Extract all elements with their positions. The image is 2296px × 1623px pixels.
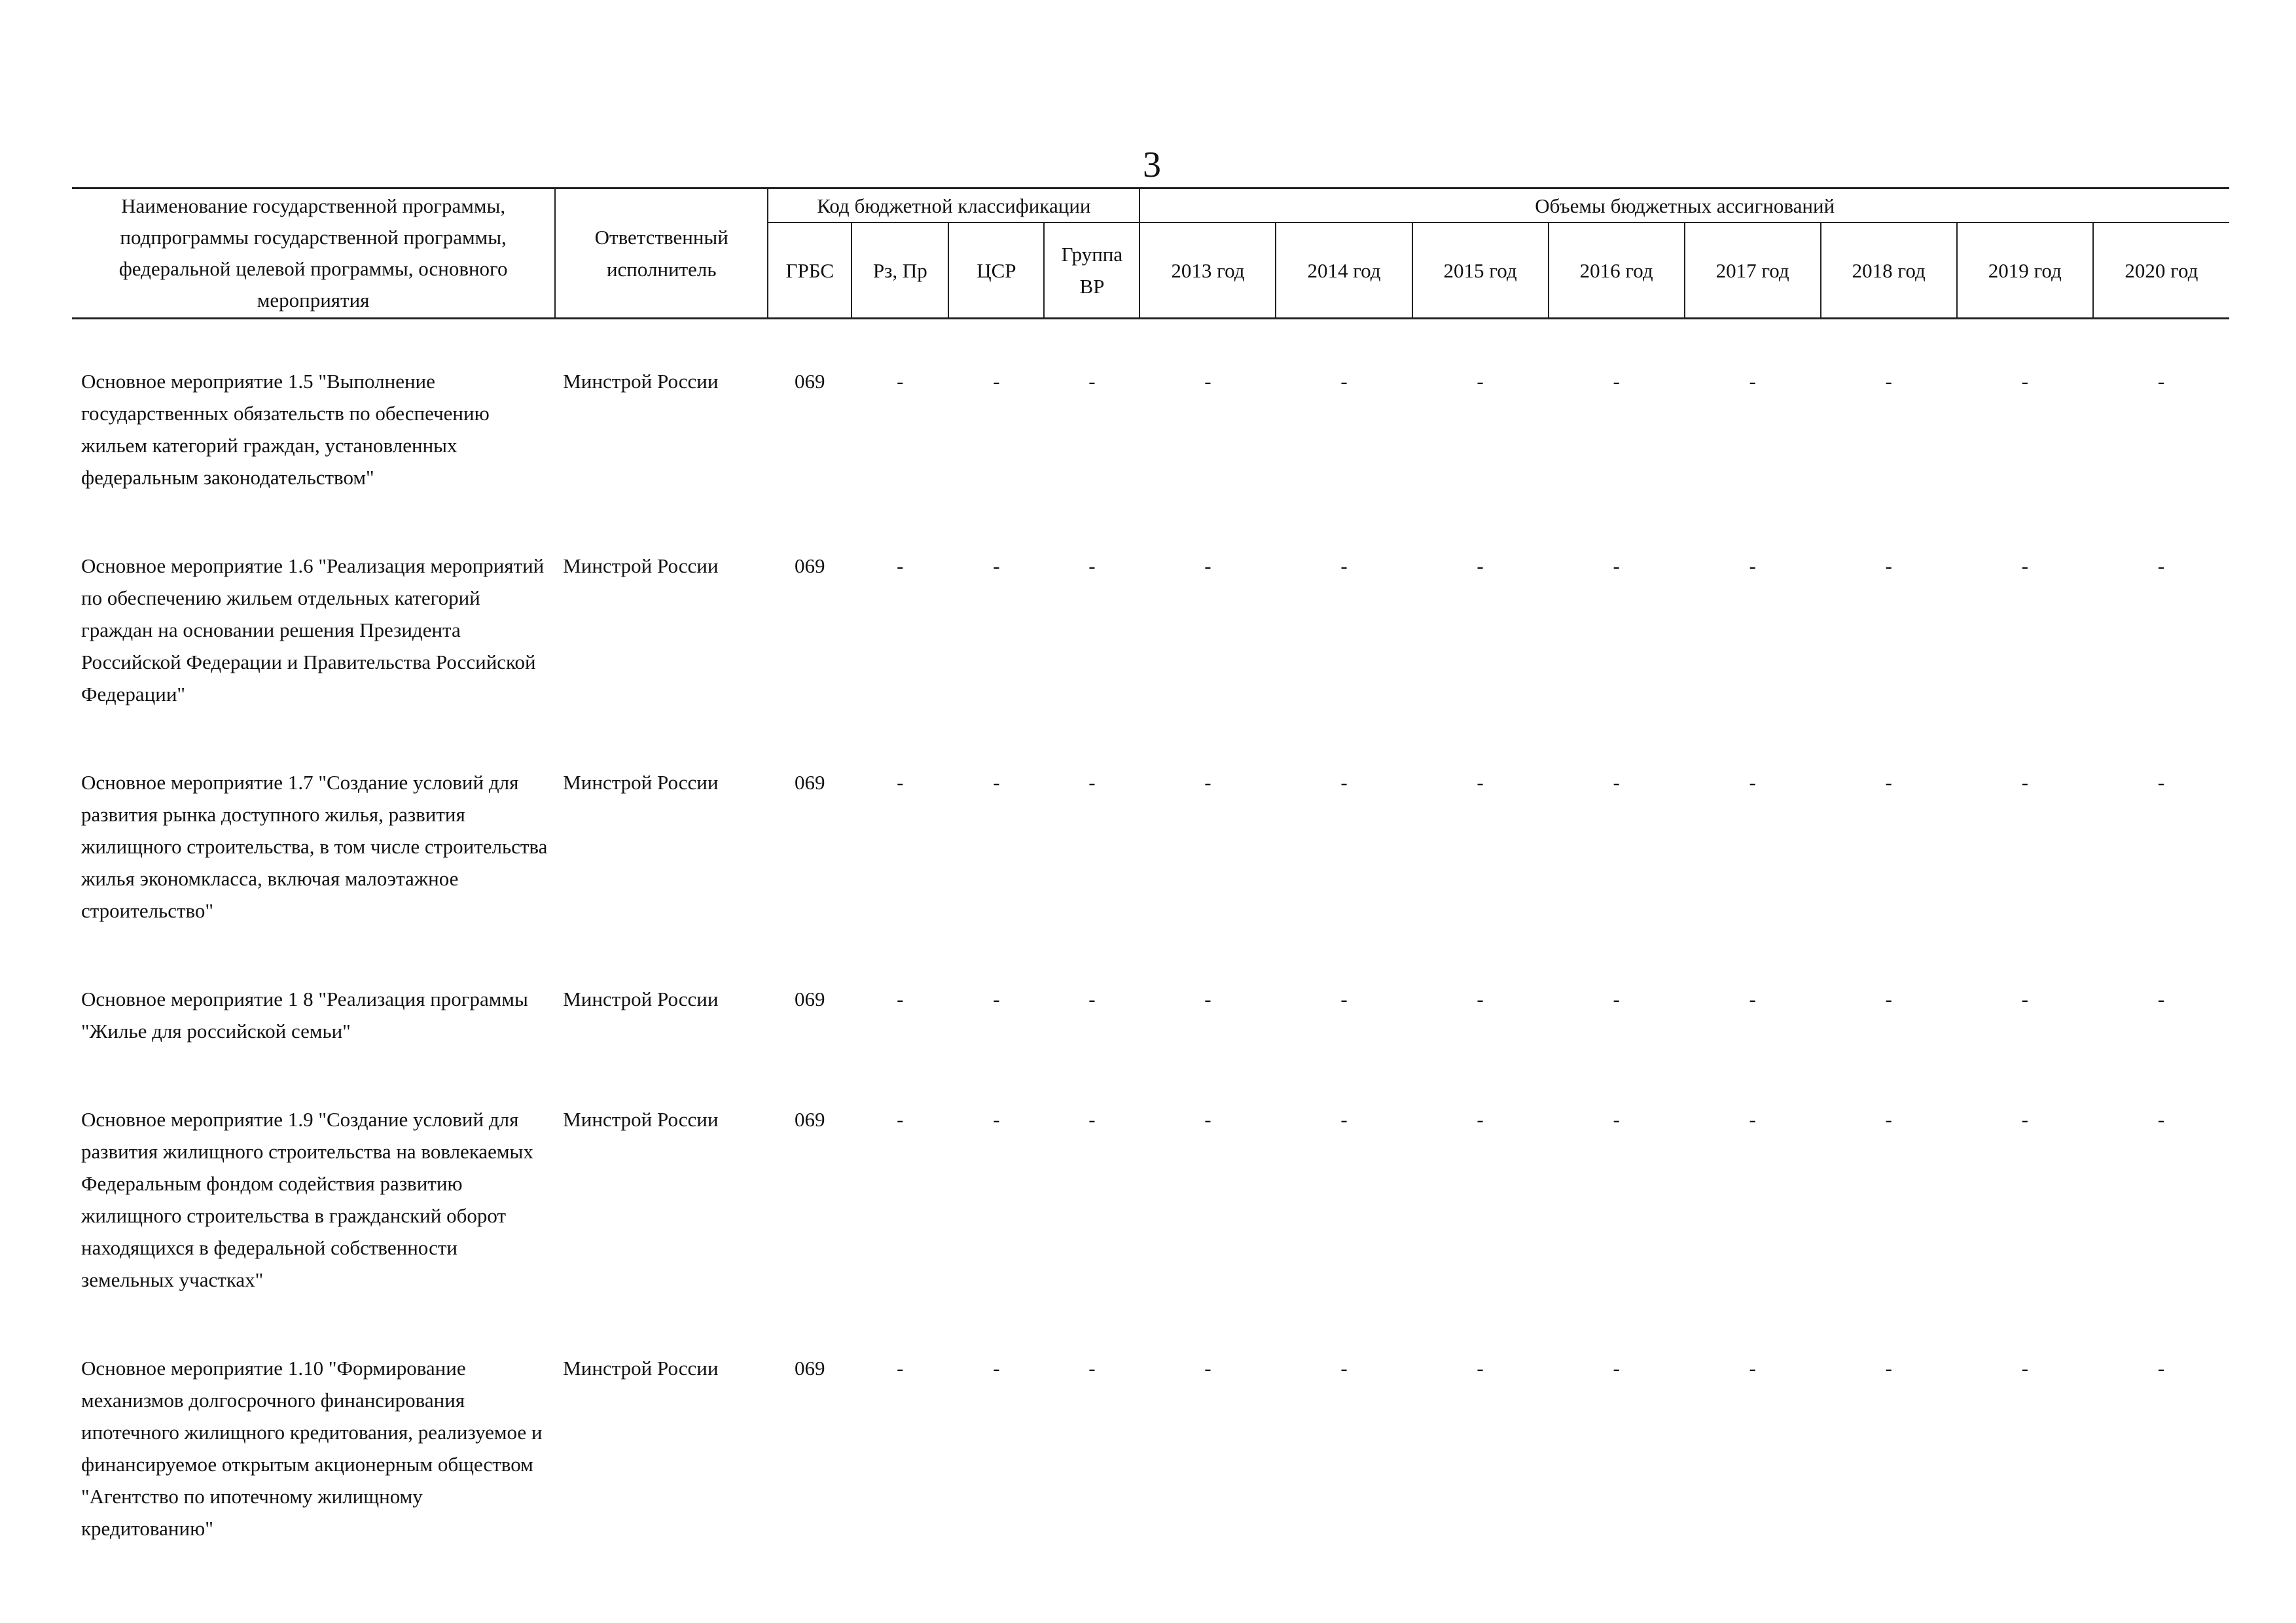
value-2017: -: [1749, 370, 1756, 393]
activity-name: Основное мероприятие 1 8 "Реализация программы "Жилье для российской семьи": [81, 988, 528, 1043]
value-2019: -: [2021, 370, 2028, 393]
grbs-code: 069: [795, 1357, 825, 1380]
value-2017: -: [1749, 771, 1756, 794]
executor: Минстрой России: [563, 370, 719, 393]
value-2013: -: [1204, 771, 1211, 794]
value-2019: -: [2021, 988, 2028, 1010]
value-2013: -: [1204, 1108, 1211, 1131]
header-volume-group: Объемы бюджетных ассигнований: [1139, 188, 2229, 223]
header-year-2018: 2018 год: [1821, 223, 1957, 319]
header-code-group: Код бюджетной классификации: [768, 188, 1139, 223]
value-2013: -: [1204, 1357, 1211, 1380]
value-2020: -: [2157, 554, 2165, 577]
table-row: [72, 365, 2229, 550]
value-2013: -: [1204, 554, 1211, 577]
vr-code: -: [1088, 771, 1096, 794]
rzpr-code: -: [897, 771, 904, 794]
value-2014: -: [1340, 554, 1348, 577]
value-2014: -: [1340, 1108, 1348, 1131]
value-2019: -: [2021, 1357, 2028, 1380]
value-2016: -: [1613, 554, 1620, 577]
header-year-2017: 2017 год: [1685, 223, 1821, 319]
value-2019: -: [2021, 554, 2028, 577]
header-grbs: ГРБС: [768, 223, 852, 319]
value-2016: -: [1613, 988, 1620, 1010]
grbs-code: 069: [795, 988, 825, 1010]
value-2014: -: [1340, 370, 1348, 393]
csr-code: -: [993, 554, 1000, 577]
rzpr-code: -: [897, 370, 904, 393]
table-row: [72, 983, 2229, 1103]
value-2017: -: [1749, 1357, 1756, 1380]
header-executor: Ответственный исполнитель: [555, 188, 768, 319]
value-2015: -: [1477, 1357, 1484, 1380]
executor: Минстрой России: [563, 988, 719, 1010]
value-2016: -: [1613, 370, 1620, 393]
vr-code: -: [1088, 988, 1096, 1010]
grbs-code: 069: [795, 771, 825, 794]
value-2014: -: [1340, 988, 1348, 1010]
value-2015: -: [1477, 988, 1484, 1010]
value-2017: -: [1749, 1108, 1756, 1131]
value-2015: -: [1477, 554, 1484, 577]
rzpr-code: -: [897, 1357, 904, 1380]
value-2015: -: [1477, 1108, 1484, 1131]
executor: Минстрой России: [563, 771, 719, 794]
table-row: [72, 766, 2229, 983]
rzpr-code: -: [897, 1108, 904, 1131]
header-name: Наименование государственной программы, подпрограммы государственной программы, федеральной целевой программы, основного мероприятия: [72, 188, 555, 319]
csr-code: -: [993, 1357, 1000, 1380]
csr-code: -: [993, 1108, 1000, 1131]
table-row: [72, 1352, 2229, 1601]
activity-name: Основное мероприятие 1.7 "Создание условий для развития рынка доступного жилья, развития жилищного строительства, в том числе строительства жилья экономкласса, включая малоэтажное строительство": [81, 771, 548, 922]
value-2017: -: [1749, 988, 1756, 1010]
value-2018: -: [1885, 771, 1892, 794]
activity-name: Основное мероприятие 1.10 "Формирование механизмов долгосрочного финансирования ипотечного жилищного кредитования, реализуемое и финансируемое открытым акционерным обществом "Агентство по ипотечному жилищному кредитованию": [81, 1357, 543, 1540]
vr-code: -: [1088, 1357, 1096, 1380]
rzpr-code: -: [897, 554, 904, 577]
table-row: [72, 550, 2229, 766]
grbs-code: 069: [795, 1108, 825, 1131]
value-2017: -: [1749, 554, 1756, 577]
value-2019: -: [2021, 771, 2028, 794]
value-2019: -: [2021, 1108, 2028, 1131]
value-2013: -: [1204, 370, 1211, 393]
executor: Минстрой России: [563, 1357, 719, 1380]
value-2015: -: [1477, 370, 1484, 393]
value-2014: -: [1340, 1357, 1348, 1380]
value-2020: -: [2157, 988, 2165, 1010]
rzpr-code: -: [897, 988, 904, 1010]
vr-code: -: [1088, 1108, 1096, 1131]
header-year-2020: 2020 год: [2093, 223, 2229, 319]
value-2018: -: [1885, 554, 1892, 577]
activity-name: Основное мероприятие 1.6 "Реализация мероприятий по обеспечению жильем отдельных категорий граждан на основании решения Президента Российской Федерации и Правительства Российской Федерации": [81, 554, 545, 705]
vr-code: -: [1088, 370, 1096, 393]
activity-name: Основное мероприятие 1.5 "Выполнение государственных обязательств по обеспечению жильем категорий граждан, установленных федеральным законодательством": [81, 370, 490, 489]
value-2015: -: [1477, 771, 1484, 794]
budget-allocations-table: [72, 187, 2229, 1601]
page-number: 3: [1143, 145, 1161, 185]
header-year-2014: 2014 год: [1276, 223, 1412, 319]
value-2018: -: [1885, 370, 1892, 393]
vr-code: -: [1088, 554, 1096, 577]
value-2020: -: [2157, 1357, 2165, 1380]
value-2013: -: [1204, 988, 1211, 1010]
value-2018: -: [1885, 1357, 1892, 1380]
grbs-code: 069: [795, 370, 825, 393]
grbs-code: 069: [795, 554, 825, 577]
header-rzpr: Рз, Пр: [852, 223, 948, 319]
value-2016: -: [1613, 771, 1620, 794]
value-2020: -: [2157, 771, 2165, 794]
value-2020: -: [2157, 1108, 2165, 1131]
header-year-2015: 2015 год: [1412, 223, 1549, 319]
header-vr: Группа ВР: [1044, 223, 1139, 319]
executor: Минстрой России: [563, 1108, 719, 1131]
value-2018: -: [1885, 1108, 1892, 1131]
activity-name: Основное мероприятие 1.9 "Создание условий для развития жилищного строительства на вовлекаемых Федеральным фондом содействия развитию жилищного строительства в гражданский оборот находящихся в федеральной собственности земельных участках": [81, 1108, 533, 1291]
value-2020: -: [2157, 370, 2165, 393]
value-2016: -: [1613, 1357, 1620, 1380]
csr-code: -: [993, 370, 1000, 393]
csr-code: -: [993, 988, 1000, 1010]
value-2014: -: [1340, 771, 1348, 794]
executor: Минстрой России: [563, 554, 719, 577]
table-row: [72, 1103, 2229, 1352]
csr-code: -: [993, 771, 1000, 794]
table-header: [72, 188, 2229, 319]
header-csr: ЦСР: [948, 223, 1044, 319]
value-2018: -: [1885, 988, 1892, 1010]
header-year-2013: 2013 год: [1139, 223, 1276, 319]
header-year-2016: 2016 год: [1549, 223, 1685, 319]
value-2016: -: [1613, 1108, 1620, 1131]
header-year-2019: 2019 год: [1957, 223, 2093, 319]
